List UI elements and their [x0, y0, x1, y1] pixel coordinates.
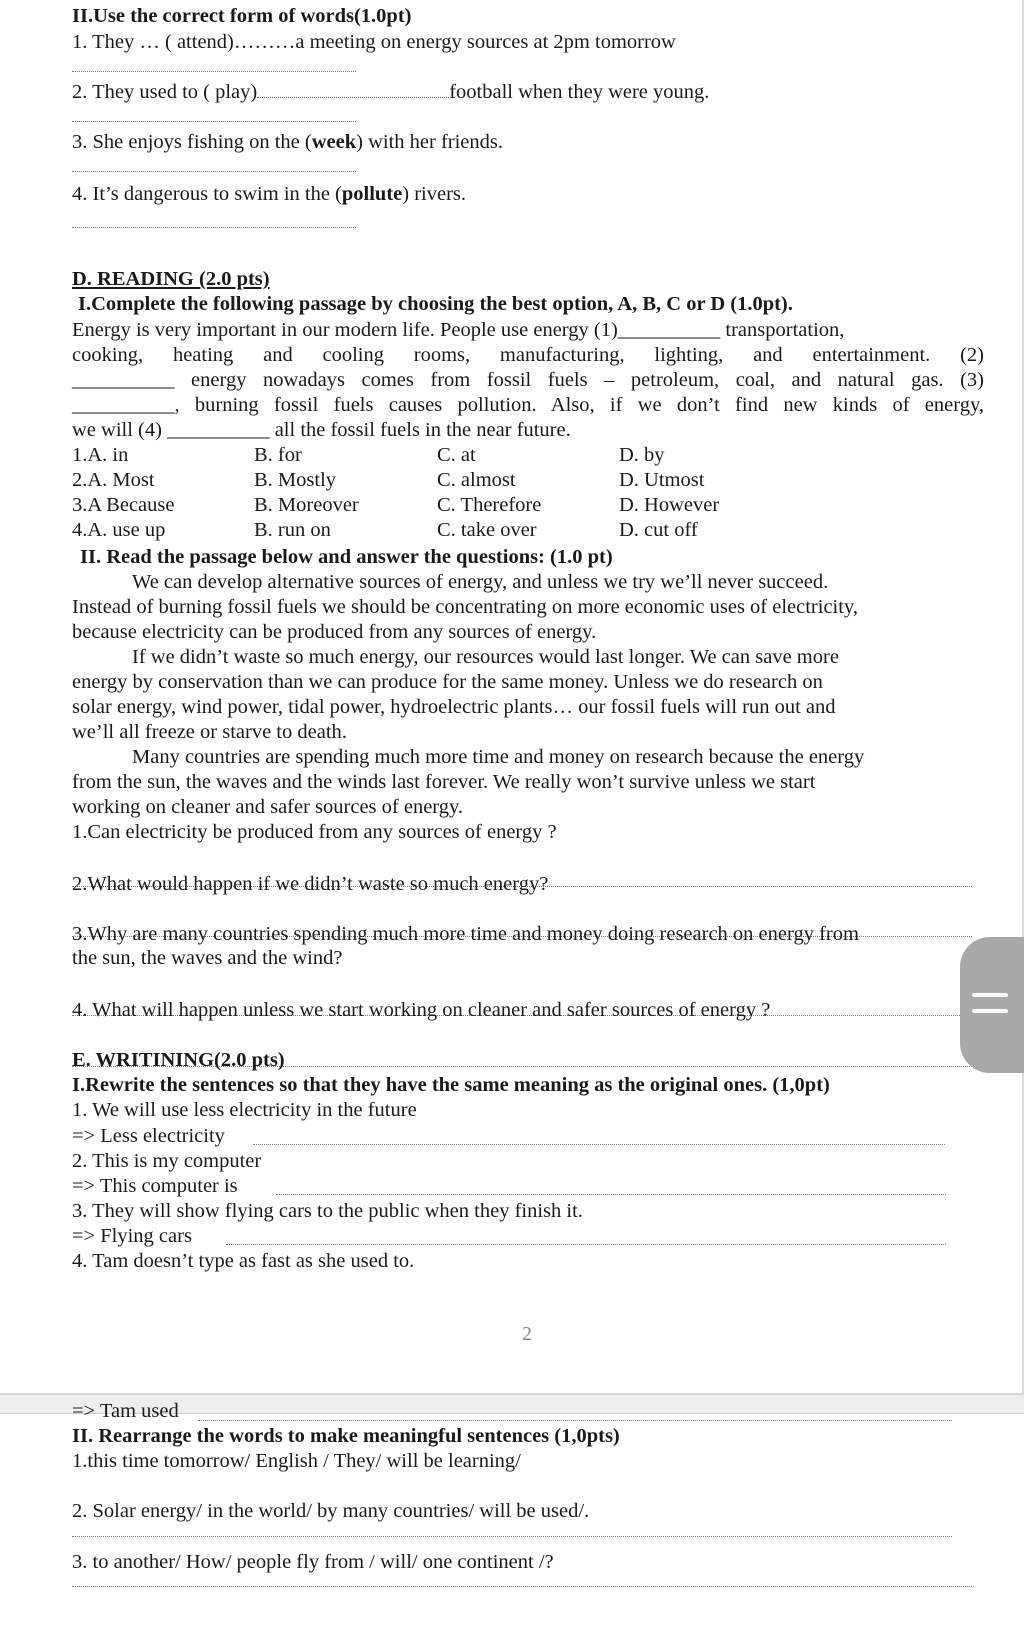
vocab-heading: II.Use the correct form of words(1.0pt) [72, 5, 412, 27]
rewrite-1: 1. We will use less electricity in the future [72, 1099, 417, 1121]
passage2-line-6: solar energy, wind power, tidal power, hydroelectric plants… our fossil fuels will run out and [72, 696, 836, 718]
rewrite-4: 4. Tam doesn’t type as fast as she used to. [72, 1250, 415, 1272]
passage2-line-1: We can develop alternative sources of energy, and unless we try we’ll never succeed. [132, 571, 829, 593]
answer-line [72, 71, 356, 72]
grip-line-icon [972, 993, 1008, 997]
reading-part1-heading: I.Complete the following passage by choosing the best option, A, B, C or D (1.0pt). [78, 293, 793, 315]
writing-heading: E. WRITINING(2.0 pts) [72, 1049, 285, 1071]
passage2-line-8: Many countries are spending much more time and money on research because the energy [132, 746, 865, 768]
passage2-line-5: energy by conservation than we can produce for the same money. Unless we do research on [72, 671, 823, 693]
rearrange-2: 2. Solar energy/ in the world/ by many countries/ will be used/. [72, 1500, 590, 1522]
option-2b: B. Mostly [254, 469, 337, 491]
option-2c: C. almost [437, 469, 516, 491]
vocab-q3-end: ) with her friends. [356, 131, 503, 153]
rewrite-4-answer: => Tam used [72, 1400, 179, 1422]
question-3-cont: the sun, the waves and the wind? [72, 947, 343, 969]
reading-heading: D. READING (2.0 pts) [72, 268, 270, 290]
option-3a: 3.A Because [72, 494, 175, 516]
passage2-line-9: from the sun, the waves and the winds last forever. We really won’t survive unless we start [72, 771, 816, 793]
passage-line-2: cooking, heating and cooling rooms, manufacturing, lighting, and entertainment. (2) [72, 344, 984, 366]
answer-line [72, 121, 356, 122]
passage2-line-7: we’ll all freeze or starve to death. [72, 721, 347, 743]
rewrite-2: 2. This is my computer [72, 1150, 262, 1172]
vocab-q4-end: ) rivers. [402, 183, 467, 205]
passage-text: Energy is very important in our modern life. People use energy (1)__________ transportation, [72, 319, 845, 341]
question-4: 4. What will happen unless we start working on cleaner and safer sources of energy ? [72, 999, 771, 1021]
scrollbar-handle[interactable] [960, 937, 1024, 1073]
rewrite-2-answer: => This computer is [72, 1175, 238, 1197]
vocab-q1: 1. They … ( attend)………a meeting on energy sources at 2pm tomorrow [72, 31, 676, 53]
rewrite-3: 3. They will show flying cars to the public when they finish it. [72, 1200, 583, 1222]
answer-line [72, 227, 356, 228]
answer-line [226, 1244, 946, 1245]
vocab-q3 [72, 130, 503, 154]
rewrite-3-answer: => Flying cars [72, 1225, 192, 1247]
answer-line [198, 1420, 952, 1421]
rearrange-3: 3. to another/ How/ people fly from / will/ one continent /? [72, 1551, 554, 1573]
passage2-line-4: If we didn’t waste so much energy, our resources would last longer. We can save more [132, 646, 839, 668]
reading-part2-heading: II. Read the passage below and answer the questions: (1.0 pt) [80, 546, 613, 568]
vocab-q2-start: 2. They used to ( play) [72, 81, 258, 103]
writing-part1-heading: I.Rewrite the sentences so that they have the same meaning as the original ones. (1,0pt) [72, 1074, 830, 1096]
option-4a: 4.A. use up [72, 519, 166, 541]
question-2: 2.What would happen if we didn’t waste so much energy? [72, 873, 549, 895]
option-3c: C. Therefore [437, 494, 542, 516]
option-2a: 2.A. Most [72, 469, 155, 491]
answer-line [253, 1144, 945, 1145]
rewrite-1-answer: => Less electricity [72, 1125, 225, 1147]
vocab-q4-word: pollute [341, 183, 403, 205]
vocab-q2-end: football when they were young. [449, 81, 710, 103]
vocab-q4 [72, 182, 466, 206]
option-1d: D. by [619, 444, 665, 466]
answer-line [72, 1536, 952, 1537]
passage2-line-2: Instead of burning fossil fuels we should be concentrating on more economic uses of electricity, [72, 596, 858, 618]
option-1a: 1.A. in [72, 444, 129, 466]
option-3b: B. Moreover [254, 494, 359, 516]
option-4d: D. cut off [619, 519, 698, 541]
passage-line-4: __________, burning fossil fuels causes pollution. Also, if we don’t find new kinds of energy, [72, 394, 984, 416]
passage-line-3: __________ energy nowadays comes from fossil fuels – petroleum, coal, and natural gas. (3) [72, 369, 984, 391]
grip-line-icon [972, 1009, 1008, 1013]
worksheet-page-2 [0, 1400, 1024, 1628]
option-4b: B. run on [254, 519, 331, 541]
option-1b: B. for [254, 444, 302, 466]
page-number: 2 [522, 1323, 532, 1345]
answer-line [72, 1586, 972, 1587]
answer-line [72, 171, 356, 172]
question-3: 3.Why are many countries spending much more time and money doing research on energy from [72, 923, 859, 945]
vocab-q3-word: week [311, 131, 357, 153]
writing-part2-heading: II. Rearrange the words to make meaningful sentences (1,0pts) [72, 1425, 620, 1447]
option-2d: D. Utmost [619, 469, 705, 491]
passage-line-5: we will (4) __________ all the fossil fuels in the near future. [72, 419, 571, 441]
vocab-q4-start: 4. It’s dangerous to swim in the ( [72, 183, 342, 205]
option-3d: D. However [619, 494, 720, 516]
passage2-line-10: working on cleaner and safer sources of energy. [72, 796, 464, 818]
answer-line [276, 1194, 946, 1195]
vocab-q3-start: 3. She enjoys fishing on the ( [72, 131, 312, 153]
passage2-line-3: because electricity can be produced from any sources of energy. [72, 621, 597, 643]
question-1: 1.Can electricity be produced from any sources of energy ? [72, 821, 557, 843]
vocab-q2 [72, 80, 709, 104]
option-4c: C. take over [437, 519, 537, 541]
option-1c: C. at [437, 444, 476, 466]
passage-line-1 [72, 318, 984, 342]
rearrange-1: 1.this time tomorrow/ English / They/ will be learning/ [72, 1450, 521, 1472]
